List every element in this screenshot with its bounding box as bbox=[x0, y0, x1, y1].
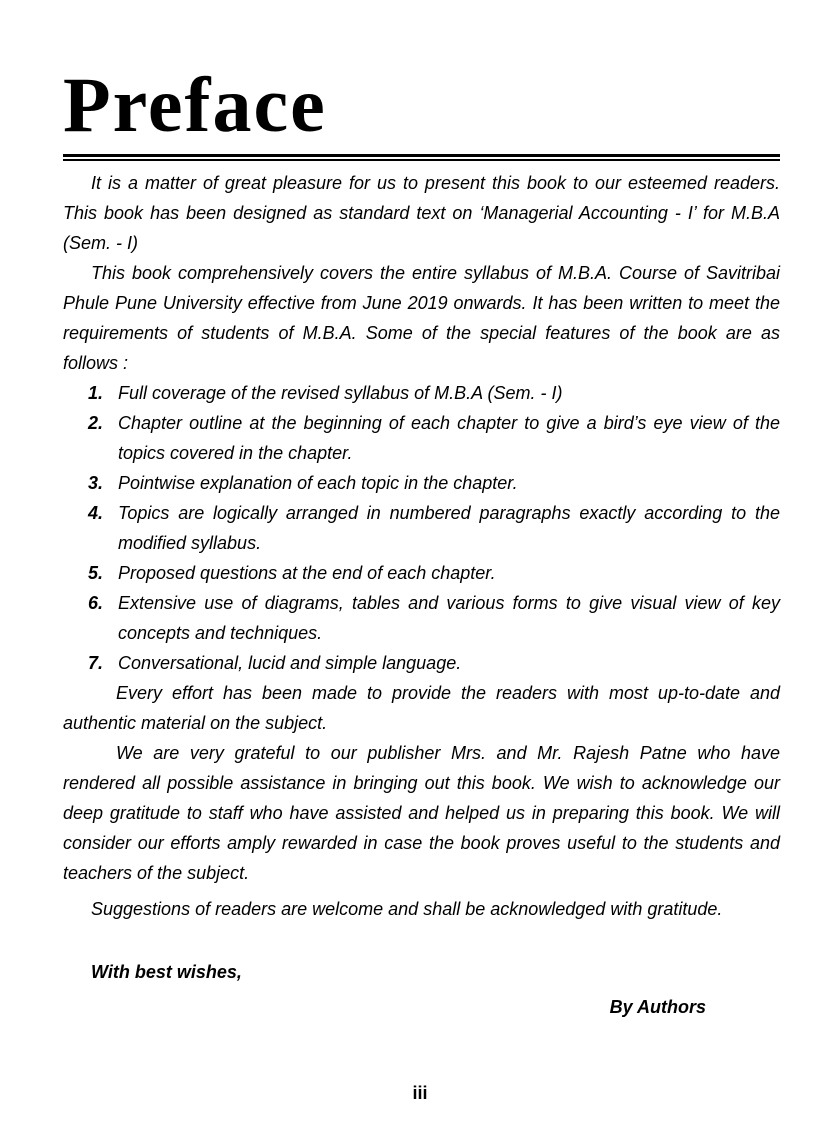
feature-number: 4. bbox=[88, 503, 104, 523]
feature-text: Full coverage of the revised syllabus of M.B.A (Sem. - I) bbox=[118, 383, 563, 403]
page-title: Preface bbox=[63, 61, 327, 148]
title-divider-rule bbox=[63, 154, 780, 161]
features-list bbox=[63, 378, 780, 678]
feature-number: 6. bbox=[88, 593, 104, 613]
paragraph-coverage: This book comprehensively covers the entire syllabus of M.B.A. Course of Savitribai Phule Pune University effective from June 2019 onwards. It has been written to meet the requirements of students of M.B.A. Some of the special features of the book are as follows : bbox=[63, 263, 780, 373]
feature-number: 2. bbox=[88, 413, 104, 433]
feature-text: Conversational, lucid and simple language. bbox=[118, 653, 462, 673]
feature-text: Topics are logically arranged in numbered paragraphs exactly according to the modified syllabus. bbox=[118, 503, 780, 553]
feature-text: Proposed questions at the end of each chapter. bbox=[118, 563, 496, 583]
feature-item-1 bbox=[63, 378, 780, 408]
feature-text: Pointwise explanation of each topic in the chapter. bbox=[118, 473, 518, 493]
paragraph-suggestions: Suggestions of readers are welcome and shall be acknowledged with gratitude. bbox=[91, 899, 723, 919]
feature-item-3 bbox=[63, 468, 780, 498]
feature-number: 7. bbox=[88, 653, 104, 673]
feature-item-5 bbox=[63, 558, 780, 588]
page-number: iii bbox=[412, 1083, 428, 1103]
feature-number: 3. bbox=[88, 473, 104, 493]
paragraph-intro: It is a matter of great pleasure for us to present this book to our esteemed readers. This book has been designed as standard text on ‘Managerial Accounting - I’ for M.B.A (Sem. - I) bbox=[63, 173, 780, 253]
paragraph-effort: Every effort has been made to provide the readers with most up-to-date and authentic material on the subject. bbox=[63, 683, 780, 733]
feature-item-6 bbox=[63, 588, 780, 648]
closing-line: With best wishes, bbox=[91, 962, 242, 982]
feature-number: 1. bbox=[88, 383, 104, 403]
feature-number: 5. bbox=[88, 563, 104, 583]
feature-item-2 bbox=[63, 408, 780, 468]
feature-text: Chapter outline at the beginning of each chapter to give a bird’s eye view of the topics covered in the chapter. bbox=[118, 413, 780, 463]
feature-text: Extensive use of diagrams, tables and various forms to give visual view of key concepts and techniques. bbox=[118, 593, 780, 643]
author-line: By Authors bbox=[609, 997, 706, 1017]
feature-item-7 bbox=[63, 648, 780, 678]
feature-item-4 bbox=[63, 498, 780, 558]
paragraph-gratitude: We are very grateful to our publisher Mrs. and Mr. Rajesh Patne who have rendered all possible assistance in bringing out this book. We wish to acknowledge our deep gratitude to staff who have assisted and helped us in preparing this book. We will consider our efforts amply rewarded in case the book proves useful to the students and teachers of the subject. bbox=[63, 743, 780, 883]
